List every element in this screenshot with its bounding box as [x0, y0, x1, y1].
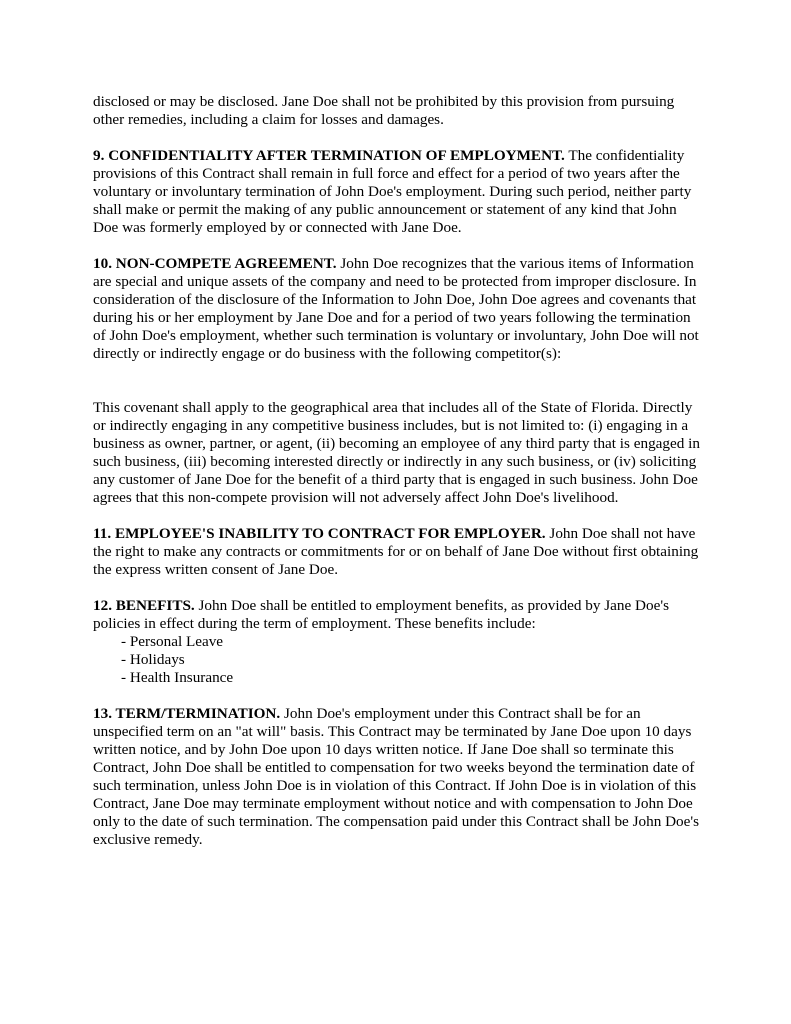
document-page [93, 93, 705, 849]
section-9-confidentiality [93, 147, 705, 237]
section-12-body: John Doe shall be entitled to employment benefits, as provided by Jane Doe's policies in effect during the term of employment. These benefits include: [93, 597, 669, 632]
section-12-benefits [93, 597, 705, 633]
section-10-covenant-text: This covenant shall apply to the geographical area that includes all of the State of Florida. Directly or indirectly engaging in any competitive business includes, but is not limited to: (i) engaging in a business as owner, partner, or agent, (ii) becoming an employee of any third party that is engaged in such business, (iii) becoming interested directly or indirectly in any such business, or (iv) soliciting any customer of Jane Doe for the benefit of a third party that is engaged in such business. John Doe agrees that this non-compete provision will not adversely affect John Doe's livelihood. [93, 399, 700, 506]
section-13-term-termination [93, 705, 705, 849]
benefit-item: - Health Insurance [121, 669, 234, 686]
paragraph-spacer [93, 237, 705, 255]
paragraph-spacer [93, 687, 705, 705]
section-11-inability-to-contract [93, 525, 705, 579]
paragraph-spacer [93, 129, 705, 147]
section-13-body: John Doe's employment under this Contract shall be for an unspecified term on an "at will" basis. This Contract may be terminated by Jane Doe upon 10 days written notice, and by John Doe upon 10 days written notice. If Jane Doe shall so terminate this Contract, John Doe shall be entitled to compensation for two weeks beyond the termination date of such termination, unless John Doe is in violation of this Contract. If John Doe is in violation of this Contract, Jane Doe may terminate employment without notice and with compensation to John Doe only to the date of such termination. The compensation paid under this Contract shall be John Doe's exclusive remedy. [93, 705, 700, 848]
paragraph-spacer [93, 579, 705, 597]
section-10-body: John Doe recognizes that the various items of Information are special and unique assets of the company and need to be protected from improper disclosure. In consideration of the disclosure of the Information to John Doe, John Doe agrees and covenants that during his or her employment by Jane Doe and for a period of two years following the termination of John Doe's employment, whether such termination is voluntary or involuntary, John Doe will not directly or indirectly engage or do business with the following competitor(s): [93, 255, 699, 362]
section-9-body: The confidentiality provisions of this Contract shall remain in full force and effect for a period of two years after the voluntary or involuntary termination of John Doe's employment. During such period, neither party shall make or permit the making of any public announcement or statement of any kind that John Doe was formerly employed by or connected with Jane Doe. [93, 147, 692, 236]
section-10-covenant [93, 399, 705, 507]
section-11-body: John Doe shall not have the right to make any contracts or commitments for or on behalf of Jane Doe without first obtaining the express written consent of Jane Doe. [93, 525, 699, 578]
section-10-non-compete [93, 255, 705, 363]
competitor-list-blank [93, 363, 705, 399]
section-11-heading: 11. EMPLOYEE'S INABILITY TO CONTRACT FOR EMPLOYER. [93, 525, 546, 542]
benefits-list [93, 633, 705, 687]
paragraph-8-text: disclosed or may be disclosed. Jane Doe shall not be prohibited by this provision from pursuing other remedies, including a claim for losses and damages. [93, 93, 675, 128]
benefit-item: - Personal Leave [121, 633, 224, 650]
section-9-heading: 9. CONFIDENTIALITY AFTER TERMINATION OF EMPLOYMENT. [93, 147, 565, 164]
paragraph-8-continuation [93, 93, 705, 129]
paragraph-spacer [93, 507, 705, 525]
section-13-heading: 13. TERM/TERMINATION. [93, 705, 281, 722]
section-12-heading: 12. BENEFITS. [93, 597, 195, 614]
section-10-heading: 10. NON-COMPETE AGREEMENT. [93, 255, 337, 272]
benefit-item: - Holidays [121, 651, 185, 668]
